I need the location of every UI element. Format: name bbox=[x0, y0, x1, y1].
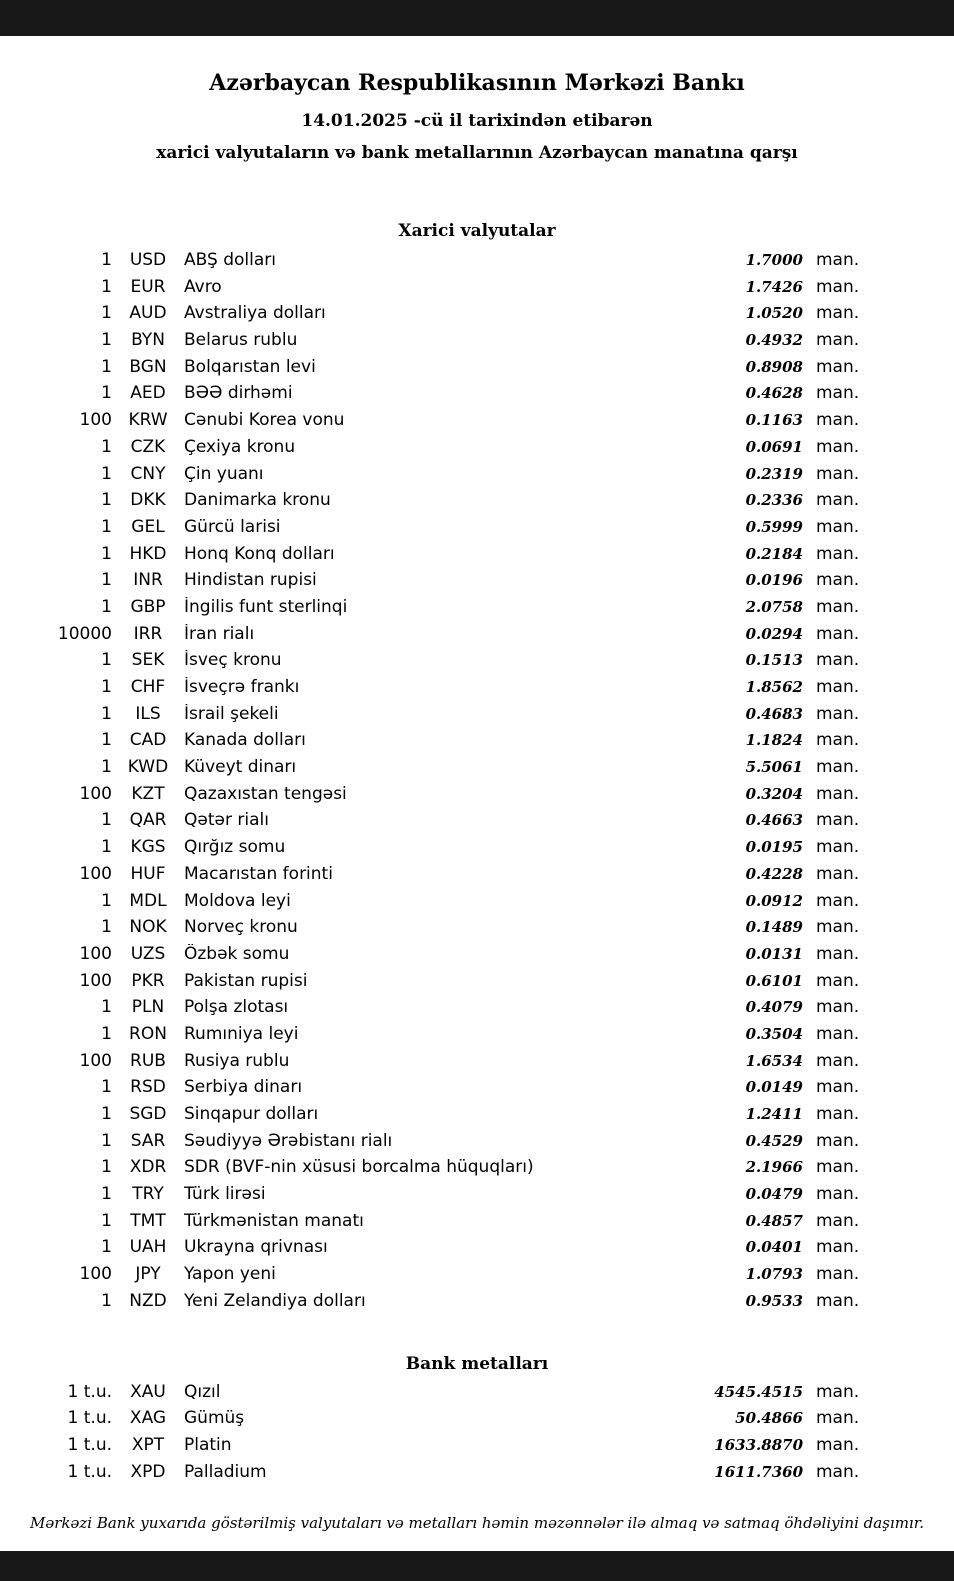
currency-row bbox=[0, 757, 954, 784]
rate-value: 0.0912 bbox=[745, 891, 803, 910]
currency-name: Çin yuanı bbox=[184, 463, 264, 484]
currency-name: İsveçrə frankı bbox=[184, 677, 300, 697]
currency-name: İngilis funt sterlinqi bbox=[184, 596, 348, 617]
rate-value: 0.0196 bbox=[745, 571, 803, 590]
quantity-value: 1 bbox=[101, 1104, 112, 1124]
currency-code: AUD bbox=[129, 303, 167, 324]
metal-row bbox=[0, 1435, 954, 1462]
currency-name: Cənubi Korea vonu bbox=[184, 410, 345, 431]
unit-label: man. bbox=[816, 1381, 860, 1402]
quantity-value: 1 bbox=[101, 1077, 112, 1098]
rate-value: 0.4932 bbox=[745, 331, 803, 350]
currency-row bbox=[0, 810, 954, 837]
rate-value: 0.1513 bbox=[745, 651, 803, 670]
rate-value: 0.4857 bbox=[745, 1211, 803, 1230]
metal-row bbox=[0, 1462, 954, 1489]
currency-name: Səudiyyə Ərəbistanı rialı bbox=[184, 1130, 393, 1151]
quantity-value: 1 bbox=[101, 1023, 112, 1044]
currency-name: Rumıniya leyi bbox=[184, 1023, 299, 1044]
currency-row bbox=[0, 277, 954, 304]
unit-label: man. bbox=[816, 303, 860, 324]
rate-value: 0.2319 bbox=[745, 464, 803, 483]
currency-name: Platin bbox=[184, 1434, 232, 1455]
unit-label: man. bbox=[816, 330, 860, 351]
currency-code: SEK bbox=[131, 650, 165, 671]
currency-name: Qızıl bbox=[184, 1381, 221, 1402]
currency-name: Avro bbox=[184, 276, 222, 297]
rate-value: 0.3204 bbox=[745, 784, 803, 803]
currency-name: Sinqapur dolları bbox=[184, 1104, 319, 1124]
rate-value: 0.0401 bbox=[745, 1238, 803, 1257]
currency-code: KZT bbox=[131, 783, 165, 804]
metal-row bbox=[0, 1408, 954, 1435]
quantity-value: 1 bbox=[101, 997, 112, 1018]
unit-label: man. bbox=[816, 757, 860, 778]
rate-value: 0.1489 bbox=[745, 918, 803, 937]
currency-code: XPT bbox=[131, 1434, 165, 1455]
unit-label: man. bbox=[816, 1023, 860, 1044]
currency-code: RON bbox=[129, 1023, 167, 1044]
metals-section-title: Bank metalları bbox=[405, 1353, 549, 1374]
unit-label: man. bbox=[816, 490, 860, 511]
rate-value: 0.0294 bbox=[745, 624, 803, 643]
metals-table bbox=[0, 1382, 954, 1489]
currency-code: SAR bbox=[130, 1130, 166, 1151]
currency-name: Bolqarıstan levi bbox=[184, 356, 316, 377]
currency-row bbox=[0, 303, 954, 330]
currency-row bbox=[0, 570, 954, 597]
currency-name: Hindistan rupisi bbox=[184, 570, 317, 591]
rate-value: 1.0793 bbox=[745, 1265, 803, 1284]
currency-name: SDR (BVF-nin xüsusi borcalma hüquqları) bbox=[184, 1157, 534, 1178]
rate-value: 1.7000 bbox=[745, 251, 803, 269]
currency-code: TMT bbox=[130, 1210, 166, 1231]
unit-label: man. bbox=[816, 1130, 860, 1151]
currency-name: Gürcü larisi bbox=[184, 516, 281, 537]
currency-name: Norveç kronu bbox=[184, 917, 298, 938]
currency-name: Qazaxıstan tengəsi bbox=[184, 783, 347, 804]
currency-row bbox=[0, 517, 954, 544]
unit-label: man. bbox=[816, 1264, 860, 1285]
unit-label: man. bbox=[816, 810, 860, 831]
quantity-value: 1 bbox=[101, 596, 112, 617]
unit-label: man. bbox=[816, 250, 860, 270]
quantity-value: 1 t.u. bbox=[67, 1434, 112, 1455]
rate-value: 0.2184 bbox=[745, 544, 803, 563]
currency-row bbox=[0, 490, 954, 517]
currency-code: HUF bbox=[130, 863, 166, 884]
quantity-value: 1 bbox=[101, 1237, 112, 1258]
currency-name: ABŞ dolları bbox=[184, 250, 276, 270]
unit-label: man. bbox=[816, 410, 860, 431]
rate-value: 0.0149 bbox=[745, 1078, 803, 1097]
rate-value: 0.5999 bbox=[745, 517, 803, 536]
currency-row bbox=[0, 1131, 954, 1158]
currency-code: RSD bbox=[130, 1077, 166, 1098]
currency-row bbox=[0, 1211, 954, 1238]
currency-name: Qırğız somu bbox=[184, 837, 286, 858]
currency-code: IRR bbox=[133, 623, 163, 644]
currency-name: Rusiya rublu bbox=[184, 1050, 290, 1071]
quantity-value: 1 bbox=[101, 250, 112, 270]
currency-name: Özbək somu bbox=[184, 943, 290, 964]
currency-row bbox=[0, 1024, 954, 1051]
unit-label: man. bbox=[816, 516, 860, 537]
unit-label: man. bbox=[816, 383, 860, 404]
currency-row bbox=[0, 944, 954, 971]
unit-label: man. bbox=[816, 1290, 860, 1311]
top-border-bar bbox=[0, 0, 954, 36]
currency-code: UAH bbox=[129, 1237, 167, 1258]
currency-code: MDL bbox=[129, 890, 167, 911]
currency-code: KRW bbox=[128, 410, 168, 431]
currency-code: DKK bbox=[130, 490, 166, 511]
quantity-value: 1 bbox=[101, 810, 112, 831]
rate-value: 5.5061 bbox=[745, 758, 803, 777]
currency-name: Yeni Zelandiya dolları bbox=[184, 1290, 366, 1311]
rate-value: 50.4866 bbox=[735, 1409, 803, 1428]
document-subtitle: xarici valyutaların və bank metallarının Azərbaycan manatına qarşı bbox=[156, 143, 798, 163]
quantity-value: 1 bbox=[101, 650, 112, 671]
currency-code: INR bbox=[133, 570, 163, 591]
unit-label: man. bbox=[816, 997, 860, 1018]
rate-value: 0.4628 bbox=[745, 384, 803, 403]
rate-value: 0.0691 bbox=[745, 437, 803, 456]
quantity-value: 1 bbox=[101, 677, 112, 697]
rate-value: 0.0131 bbox=[745, 944, 803, 963]
quantity-value: 1 bbox=[101, 570, 112, 591]
currency-name: BƏƏ dirhəmi bbox=[184, 383, 293, 404]
currency-name: Çexiya kronu bbox=[184, 436, 296, 457]
currency-code: CAD bbox=[129, 730, 167, 751]
unit-label: man. bbox=[816, 943, 860, 964]
currency-name: Polşa zlotası bbox=[184, 997, 289, 1018]
unit-label: man. bbox=[816, 837, 860, 858]
quantity-value: 100 bbox=[79, 863, 112, 884]
currency-code: KGS bbox=[130, 837, 166, 858]
currency-row bbox=[0, 597, 954, 624]
unit-label: man. bbox=[816, 890, 860, 911]
unit-label: man. bbox=[816, 276, 860, 297]
currency-code: CZK bbox=[130, 436, 166, 457]
rate-value: 0.4228 bbox=[745, 864, 803, 883]
rate-value: 1.8562 bbox=[745, 678, 803, 696]
rate-value: 2.0758 bbox=[745, 597, 803, 616]
quantity-value: 1 bbox=[101, 703, 112, 724]
rate-value: 0.0479 bbox=[745, 1185, 803, 1204]
quantity-value: 100 bbox=[79, 1264, 112, 1285]
quantity-value: 1 bbox=[101, 917, 112, 938]
currency-name: Küveyt dinarı bbox=[184, 757, 297, 778]
currencies-table bbox=[0, 250, 954, 1318]
currency-row bbox=[0, 250, 954, 277]
currency-row bbox=[0, 677, 954, 704]
rate-value: 4545.4515 bbox=[714, 1382, 803, 1401]
currency-row bbox=[0, 864, 954, 891]
currencies-section-title: Xarici valyutalar bbox=[398, 221, 556, 241]
bottom-border-bar bbox=[0, 1551, 954, 1581]
currency-name: Serbiya dinarı bbox=[184, 1077, 303, 1098]
currency-name: Danimarka kronu bbox=[184, 490, 331, 511]
quantity-value: 1 bbox=[101, 303, 112, 324]
currency-code: XAG bbox=[129, 1408, 167, 1429]
rate-value: 0.6101 bbox=[745, 971, 803, 990]
quantity-value: 1 t.u. bbox=[67, 1461, 112, 1482]
currency-code: CNY bbox=[130, 463, 166, 484]
currency-code: GBP bbox=[130, 596, 166, 617]
currency-name: Macarıstan forinti bbox=[184, 863, 333, 884]
quantity-value: 1 bbox=[101, 1157, 112, 1178]
rate-value: 0.8908 bbox=[745, 357, 803, 376]
quantity-value: 1 bbox=[101, 276, 112, 297]
currency-code: TRY bbox=[132, 1184, 164, 1205]
currency-code: RUB bbox=[130, 1050, 166, 1071]
quantity-value: 1 bbox=[101, 490, 112, 511]
quantity-value: 1 bbox=[101, 383, 112, 404]
currency-name: İsrail şekeli bbox=[184, 703, 279, 724]
currency-code: KWD bbox=[127, 757, 169, 778]
currency-name: Qətər rialı bbox=[184, 810, 269, 831]
bank-title: Azərbaycan Respublikasının Mərkəzi Bankı bbox=[209, 70, 745, 96]
currency-row bbox=[0, 437, 954, 464]
quantity-value: 1 bbox=[101, 1290, 112, 1311]
quantity-value: 10000 bbox=[57, 623, 112, 644]
currency-code: BGN bbox=[129, 356, 167, 377]
rate-value: 0.0195 bbox=[745, 838, 803, 857]
currency-code: XPD bbox=[130, 1461, 166, 1482]
unit-label: man. bbox=[816, 703, 860, 724]
currency-code: AED bbox=[130, 383, 166, 404]
rate-value: 0.4079 bbox=[745, 998, 803, 1017]
currency-row bbox=[0, 624, 954, 651]
currency-row bbox=[0, 1237, 954, 1264]
currency-row bbox=[0, 1104, 954, 1131]
quantity-value: 1 bbox=[101, 543, 112, 564]
unit-label: man. bbox=[816, 1157, 860, 1178]
rate-value: 1.0520 bbox=[745, 304, 803, 323]
currency-name: Honq Konq dolları bbox=[184, 543, 335, 564]
quantity-value: 1 bbox=[101, 436, 112, 457]
unit-label: man. bbox=[816, 917, 860, 938]
currency-name: Türkmənistan manatı bbox=[184, 1210, 364, 1231]
currency-name: Gümüş bbox=[184, 1408, 245, 1429]
quantity-value: 100 bbox=[79, 783, 112, 804]
disclaimer-text: Mərkəzi Bank yuxarıda göstərilmiş valyutaları və metalları həmin məzənnələr ilə almaq və satmaq öhdəliyini daşımır. bbox=[29, 1514, 925, 1533]
quantity-value: 1 bbox=[101, 516, 112, 537]
quantity-value: 1 bbox=[101, 730, 112, 751]
currency-code: PKR bbox=[131, 970, 165, 991]
currency-code: NZD bbox=[129, 1290, 167, 1311]
quantity-value: 1 t.u. bbox=[67, 1381, 112, 1402]
unit-label: man. bbox=[816, 1050, 860, 1071]
rate-value: 0.2336 bbox=[745, 491, 803, 510]
quantity-value: 1 bbox=[101, 890, 112, 911]
currency-row bbox=[0, 1077, 954, 1104]
currency-code: QAR bbox=[129, 810, 167, 831]
rate-value: 1633.8870 bbox=[714, 1435, 803, 1454]
unit-label: man. bbox=[816, 1408, 860, 1429]
currency-row bbox=[0, 357, 954, 384]
currency-row bbox=[0, 891, 954, 918]
currency-row bbox=[0, 1184, 954, 1211]
currency-code: GEL bbox=[131, 516, 165, 537]
rate-value: 1.7426 bbox=[745, 277, 803, 296]
currency-code: NOK bbox=[129, 917, 167, 938]
unit-label: man. bbox=[816, 1434, 860, 1455]
rate-value: 1611.7360 bbox=[714, 1462, 803, 1481]
quantity-value: 1 bbox=[101, 330, 112, 351]
quantity-value: 1 t.u. bbox=[67, 1408, 112, 1429]
unit-label: man. bbox=[816, 1184, 860, 1205]
unit-label: man. bbox=[816, 570, 860, 591]
unit-label: man. bbox=[816, 970, 860, 991]
quantity-value: 1 bbox=[101, 356, 112, 377]
rate-value: 0.1163 bbox=[745, 411, 803, 430]
currency-row bbox=[0, 544, 954, 571]
rate-value: 2.1966 bbox=[745, 1158, 803, 1177]
currency-code: PLN bbox=[131, 997, 165, 1018]
currency-code: EUR bbox=[130, 276, 166, 297]
rate-value: 0.9533 bbox=[745, 1291, 803, 1310]
metal-row bbox=[0, 1382, 954, 1409]
currency-code: BYN bbox=[131, 330, 165, 351]
currency-name: Moldova leyi bbox=[184, 890, 291, 911]
rate-value: 0.4529 bbox=[745, 1131, 803, 1150]
unit-label: man. bbox=[816, 1077, 860, 1098]
currency-name: Yapon yeni bbox=[184, 1264, 276, 1285]
currency-name: Kanada dolları bbox=[184, 730, 306, 751]
currency-row bbox=[0, 410, 954, 437]
quantity-value: 100 bbox=[79, 943, 112, 964]
currency-row bbox=[0, 837, 954, 864]
unit-label: man. bbox=[816, 863, 860, 884]
currency-row bbox=[0, 784, 954, 811]
currency-code: USD bbox=[129, 250, 167, 270]
quantity-value: 1 bbox=[101, 463, 112, 484]
unit-label: man. bbox=[816, 730, 860, 751]
currency-name: Belarus rublu bbox=[184, 330, 298, 351]
unit-label: man. bbox=[816, 1461, 860, 1482]
currency-row bbox=[0, 650, 954, 677]
currency-row bbox=[0, 1264, 954, 1291]
unit-label: man. bbox=[816, 1210, 860, 1231]
quantity-value: 1 bbox=[101, 1210, 112, 1231]
currency-row bbox=[0, 1051, 954, 1078]
unit-label: man. bbox=[816, 356, 860, 377]
currency-code: CHF bbox=[130, 677, 166, 697]
quantity-value: 100 bbox=[79, 970, 112, 991]
currency-row bbox=[0, 330, 954, 357]
currency-code: HKD bbox=[129, 543, 167, 564]
currency-code: XAU bbox=[130, 1381, 166, 1402]
currency-code: UZS bbox=[130, 943, 166, 964]
unit-label: man. bbox=[816, 783, 860, 804]
currency-code: SGD bbox=[129, 1104, 167, 1124]
rate-value: 1.6534 bbox=[745, 1051, 803, 1070]
currency-name: Palladium bbox=[184, 1461, 267, 1482]
currency-row bbox=[0, 971, 954, 998]
quantity-value: 100 bbox=[79, 410, 112, 431]
quantity-value: 1 bbox=[101, 837, 112, 858]
currency-name: Türk lirəsi bbox=[184, 1184, 266, 1205]
currency-code: XDR bbox=[129, 1157, 167, 1178]
unit-label: man. bbox=[816, 596, 860, 617]
rate-value: 1.2411 bbox=[745, 1105, 803, 1123]
unit-label: man. bbox=[816, 463, 860, 484]
currency-row bbox=[0, 917, 954, 944]
unit-label: man. bbox=[816, 623, 860, 644]
rate-value: 0.3504 bbox=[745, 1024, 803, 1043]
currency-row bbox=[0, 1291, 954, 1318]
currency-code: JPY bbox=[135, 1264, 161, 1285]
rate-value: 0.4663 bbox=[745, 811, 803, 830]
currency-name: İsveç kronu bbox=[184, 650, 282, 671]
quantity-value: 1 bbox=[101, 1130, 112, 1151]
unit-label: man. bbox=[816, 543, 860, 564]
currency-name: Pakistan rupisi bbox=[184, 970, 308, 991]
unit-label: man. bbox=[816, 1104, 860, 1124]
currency-row bbox=[0, 704, 954, 731]
currency-name: Ukrayna qrivnası bbox=[184, 1237, 328, 1258]
unit-label: man. bbox=[816, 677, 860, 697]
unit-label: man. bbox=[816, 650, 860, 671]
currency-code: ILS bbox=[135, 703, 161, 724]
currency-row bbox=[0, 1157, 954, 1184]
quantity-value: 1 bbox=[101, 757, 112, 778]
rate-value: 1.1824 bbox=[745, 731, 803, 750]
currency-row bbox=[0, 997, 954, 1024]
rate-value: 0.4683 bbox=[745, 704, 803, 723]
currency-name: İran rialı bbox=[184, 623, 255, 644]
currency-name: Avstraliya dolları bbox=[184, 303, 326, 324]
currency-row bbox=[0, 464, 954, 491]
effective-date: 14.01.2025 -cü il tarixindən etibarən bbox=[301, 111, 653, 131]
currency-row bbox=[0, 383, 954, 410]
unit-label: man. bbox=[816, 436, 860, 457]
quantity-value: 1 bbox=[101, 1184, 112, 1205]
quantity-value: 100 bbox=[79, 1050, 112, 1071]
currency-row bbox=[0, 730, 954, 757]
unit-label: man. bbox=[816, 1237, 860, 1258]
